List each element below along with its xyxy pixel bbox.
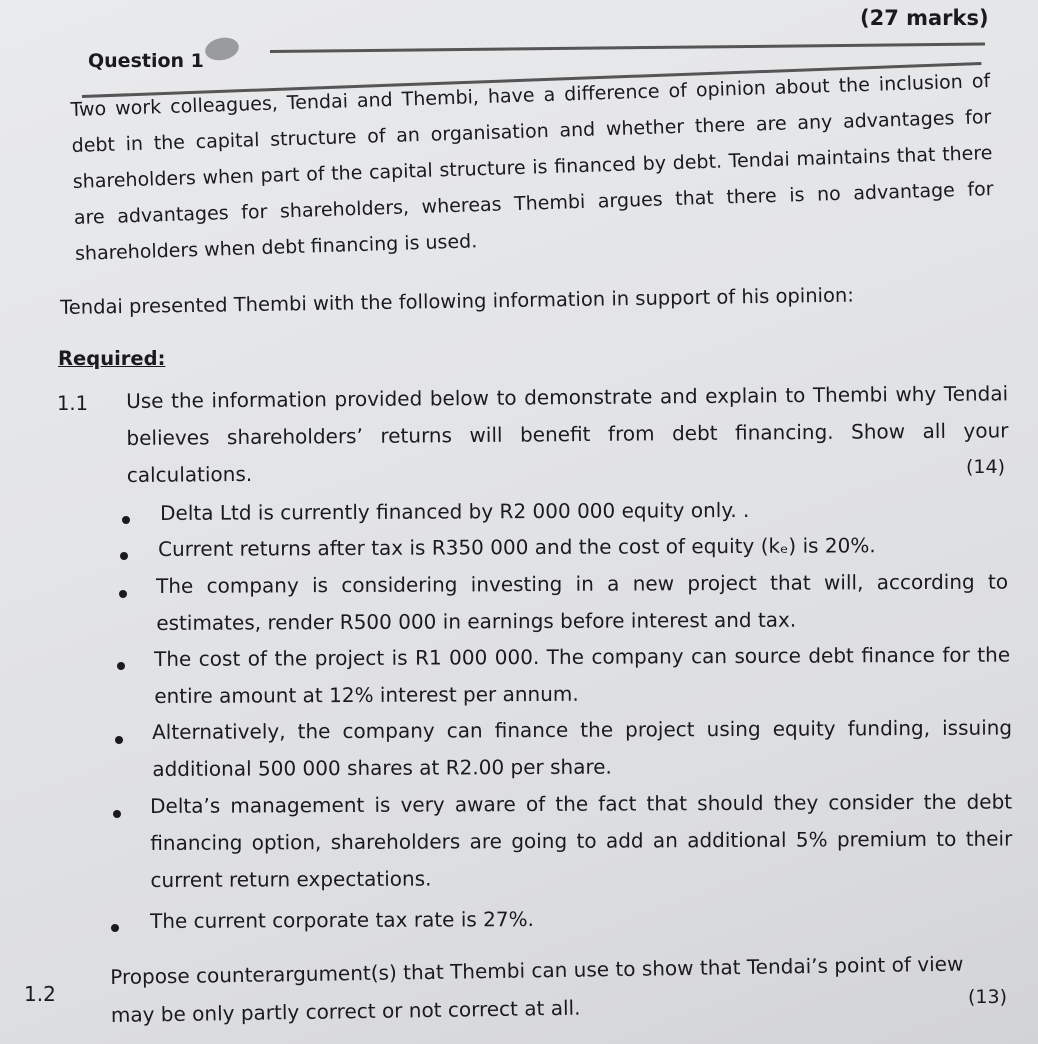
- bullet-dot: [113, 810, 121, 818]
- list-item: Alternatively, the company can finance the project using equity funding, issuing additional 500 000 shares at R2.00 per share.: [152, 715, 1013, 781]
- list-item: The cost of the project is R1 000 000. The company can source debt finance for the entire amount at 12% interest per annum.: [154, 642, 1011, 708]
- question-1-2-text: Propose counterargument(s) that Thembi can use to show that Tendai’s point of view may be only partly correct or not correct at all.: [110, 951, 964, 1027]
- bullet-dot: [122, 516, 130, 524]
- question-1-1-marks: (14): [966, 456, 1006, 478]
- list-item: The company is considering investing in a new project that will, according to estimates, render R500 000 in earnings before interest and tax.: [156, 569, 1009, 635]
- question-number-1-2: 1.2: [24, 982, 56, 1006]
- question-number-1-1: 1.1: [57, 392, 89, 415]
- intro-paragraph: Two work colleagues, Tendai and Thembi, have a difference of opinion about the inclusion of debt in the capital structure of an organisation and whether there are any advantages for shareholders when part of the capital structure is financed by debt. Tendai maintains that there are advantages for shareholders, whereas Thembi argues that there is no advantage for shareholders when debt financing is used.: [70, 70, 994, 265]
- bullet-dot: [115, 736, 123, 744]
- bullet-dot: [120, 552, 128, 560]
- list-item: Current returns after tax is R350 000 and the cost of equity (kₑ) is 20%.: [158, 533, 876, 561]
- bullet-dot: [111, 924, 119, 932]
- required-label: Required:: [58, 347, 166, 370]
- bullet-dot: [119, 590, 127, 598]
- question-title: Question 1: [88, 50, 204, 72]
- question-1-2-marks: (13): [968, 986, 1008, 1008]
- list-item: Delta’s management is very aware of the fact that should they consider the debt financing option, shareholders are going to add an additional 5% premium to their current return expectations.: [150, 789, 1013, 892]
- list-item: Delta Ltd is currently financed by R2 000 000 equity only. .: [160, 497, 750, 525]
- list-item: The current corporate tax rate is 27%.: [150, 906, 535, 933]
- bullet-dot: [117, 662, 125, 670]
- total-marks: (27 marks): [860, 6, 989, 30]
- question-1-1-text: Use the information provided below to demonstrate and explain to Thembi why Tendai believes shareholders’ returns will benefit from debt financing. Show all your calculations.: [126, 381, 1009, 487]
- presented-line: Tendai presented Thembi with the following information in support of his opinion:: [60, 283, 855, 319]
